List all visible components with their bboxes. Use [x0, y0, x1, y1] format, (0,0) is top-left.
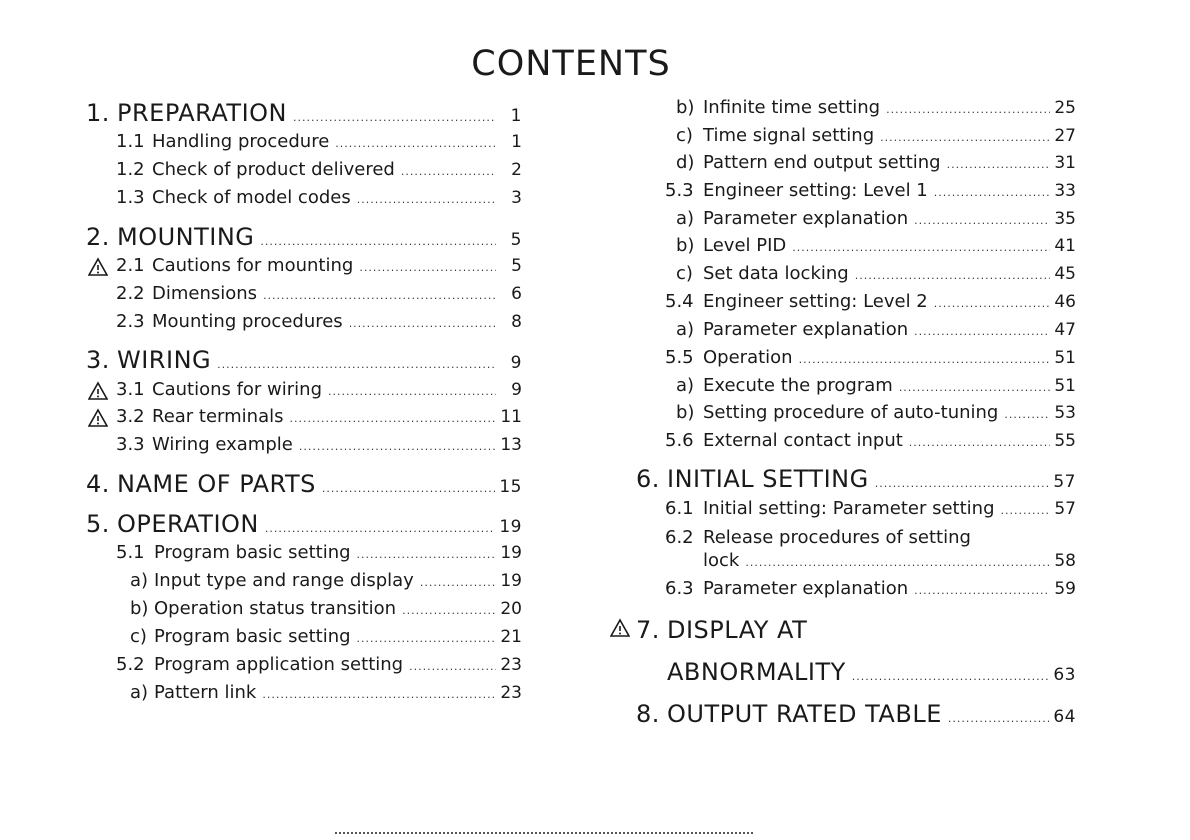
page-title: CONTENTS — [471, 44, 671, 84]
toc-entry[interactable]: 7. DISPLAY AT — [636, 616, 808, 644]
toc-entry[interactable]: a) Execute the program ..... 51 — [676, 375, 1076, 396]
toc-entry[interactable]: ABNORMALITY ..... 63 — [667, 658, 1076, 686]
toc-entry[interactable]: 5. OPERATION ..... 19 — [86, 510, 522, 538]
toc-entry[interactable]: 6.2 Release procedures of setting — [665, 527, 971, 548]
toc-entry[interactable]: 2.2 Dimensions ..... 6 — [116, 283, 522, 304]
toc-entry[interactable]: 3.3 Wiring example ..... 13 — [116, 434, 522, 455]
toc-entry[interactable]: 5.2 Program application setting ..... 23 — [116, 654, 522, 675]
toc-entry[interactable]: lock ..... 58 — [703, 550, 1076, 571]
toc-entry[interactable]: a) Parameter explanation ..... 35 — [676, 208, 1076, 229]
toc-entry[interactable]: 5.4 Engineer setting: Level 2 ..... 46 — [665, 291, 1076, 312]
toc-entry[interactable]: 4. NAME OF PARTS ..... 15 — [86, 470, 522, 498]
toc-entry[interactable]: 6.3 Parameter explanation ..... 59 — [665, 578, 1076, 599]
toc-entry[interactable]: 8. OUTPUT RATED TABLE ..... 64 — [636, 700, 1076, 728]
toc-entry[interactable]: c) Time signal setting ..... 27 — [676, 125, 1076, 146]
toc-entry[interactable]: d) Pattern end output setting ..... 31 — [676, 152, 1076, 173]
toc-entry[interactable]: 3.1 Cautions for wiring ..... 9 — [116, 379, 522, 400]
warning-triangle-icon — [88, 381, 108, 401]
toc-entry[interactable]: c) Program basic setting ..... 21 — [130, 626, 522, 647]
toc-entry[interactable]: a) Input type and range display ..... 19 — [130, 570, 522, 591]
toc-entry[interactable]: 1. PREPARATION ..... 1 — [86, 99, 522, 127]
toc-entry[interactable]: c) Set data locking ..... 45 — [676, 263, 1076, 284]
toc-entry[interactable]: 5.5 Operation ..... 51 — [665, 347, 1076, 368]
toc-entry[interactable]: b) Setting procedure of auto-tuning ..... 53 — [676, 402, 1076, 423]
toc-entry[interactable]: 6.1 Initial setting: Parameter setting ..... 57 — [665, 498, 1076, 519]
toc-entry[interactable]: 2.3 Mounting procedures ..... 8 — [116, 311, 522, 332]
toc-entry[interactable]: 6. INITIAL SETTING ..... 57 — [636, 465, 1076, 493]
toc-entry[interactable]: 2.1 Cautions for mounting ..... 5 — [116, 255, 522, 276]
toc-entry[interactable]: a) Parameter explanation ..... 47 — [676, 319, 1076, 340]
toc-entry[interactable]: b) Level PID ..... 41 — [676, 235, 1076, 256]
toc-entry[interactable]: b) Operation status transition ..... 20 — [130, 598, 522, 619]
toc-entry[interactable]: 2. MOUNTING ..... 5 — [86, 223, 522, 251]
toc-entry[interactable]: 3. WIRING ..... 9 — [86, 346, 522, 374]
toc-entry[interactable]: 1.2 Check of product delivered ..... 2 — [116, 159, 522, 180]
warning-triangle-icon — [88, 408, 108, 428]
toc-entry[interactable]: a) Pattern link ..... 23 — [130, 682, 522, 703]
toc-entry[interactable]: 5.3 Engineer setting: Level 1 ..... 33 — [665, 180, 1076, 201]
toc-entry[interactable]: 1.3 Check of model codes ..... 3 — [116, 187, 522, 208]
toc-entry[interactable]: b) Infinite time setting ..... 25 — [676, 97, 1076, 118]
toc-entry[interactable]: 3.2 Rear terminals ..... 11 — [116, 406, 522, 427]
toc-entry[interactable]: 1.1 Handling procedure ..... 1 — [116, 131, 522, 152]
warning-triangle-icon — [610, 618, 630, 638]
warning-triangle-icon — [88, 257, 108, 277]
toc-entry[interactable]: 5.1 Program basic setting ..... 19 — [116, 542, 522, 563]
scan-artifact-line — [335, 832, 755, 834]
toc-entry[interactable]: 5.6 External contact input ..... 55 — [665, 430, 1076, 451]
